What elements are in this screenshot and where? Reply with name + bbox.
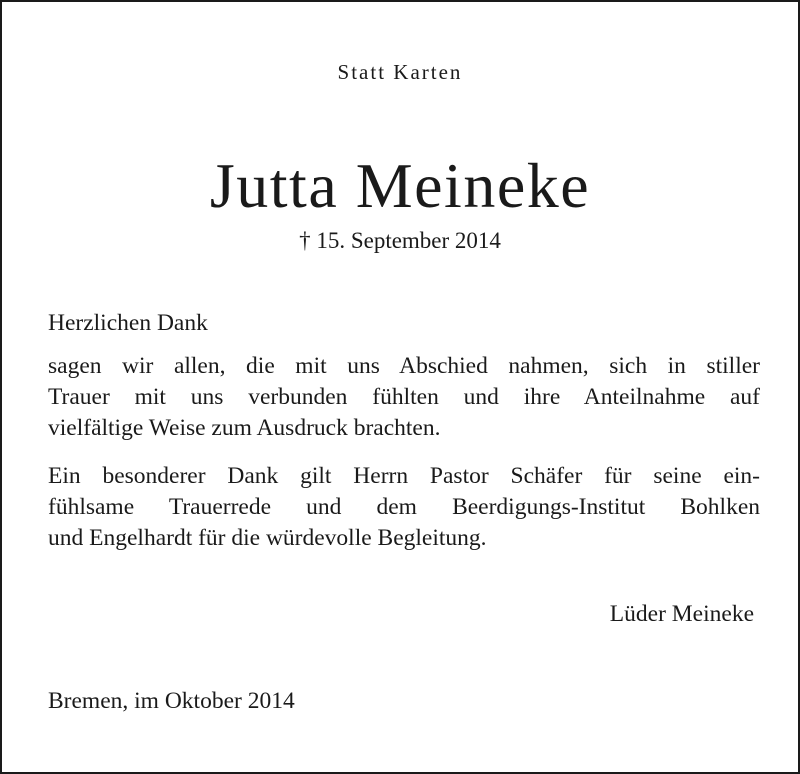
thanks-paragraph (48, 351, 760, 444)
header-line: Statt Karten (337, 60, 463, 84)
deceased-name: Jutta Meineke (209, 150, 591, 221)
thanks-line: sagen wir allen, die mit uns Abschied nahmen, sich in stiller (48, 353, 760, 379)
special-thanks-line: fühlsame Trauerrede und dem Beerdigungs-Institut Bohlken (48, 494, 760, 520)
place-and-date: Bremen, im Oktober 2014 (48, 688, 295, 714)
death-date: † 15. September 2014 (299, 228, 501, 253)
special-thanks-paragraph (48, 461, 760, 554)
thanks-line: vielfältige Weise zum Ausdruck brachten. (48, 415, 441, 441)
special-thanks-line: und Engelhardt für die würdevolle Begleitung. (48, 525, 487, 551)
thanks-line: Trauer mit uns verbunden fühlten und ihre Anteilnahme auf (48, 384, 760, 410)
signature: Lüder Meineke (609, 601, 754, 627)
greeting: Herzlichen Dank (48, 310, 208, 336)
special-thanks-line: Ein besonderer Dank gilt Herrn Pastor Schäfer für seine ein- (48, 463, 760, 489)
